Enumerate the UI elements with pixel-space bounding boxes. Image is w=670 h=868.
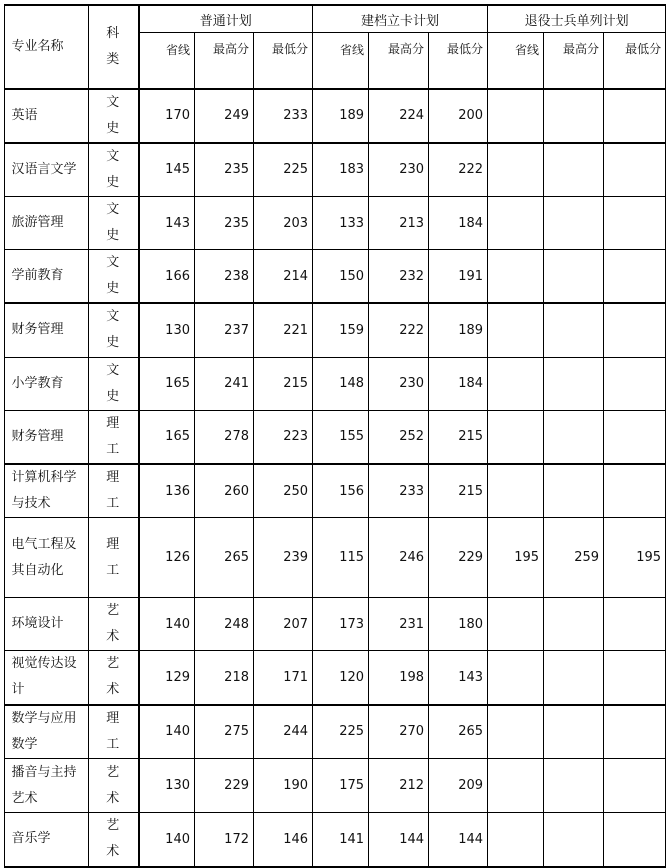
cell-score [488, 705, 544, 759]
cell-score: 232 [369, 250, 429, 304]
cell-score: 265 [195, 518, 254, 598]
header-sub: 最低分 [604, 33, 666, 89]
cell-score [544, 357, 604, 410]
cell-score: 133 [313, 197, 369, 250]
cell-score [604, 89, 666, 143]
cell-score: 184 [429, 357, 488, 410]
cell-score: 146 [254, 813, 313, 867]
header-category-label: 科类 [106, 25, 120, 67]
table-row [5, 759, 666, 813]
cell-category: 文史 [89, 197, 139, 250]
cell-major: 英语 [5, 89, 89, 143]
cell-score: 148 [313, 357, 369, 410]
table-row [5, 89, 666, 143]
header-sub: 省线 [488, 33, 544, 89]
cell-score [544, 813, 604, 867]
cell-score: 195 [604, 518, 666, 598]
cell-score [604, 759, 666, 813]
cell-score: 215 [254, 357, 313, 410]
cell-score: 249 [195, 89, 254, 143]
cell-major: 播音与主持艺术 [5, 759, 89, 813]
cell-score: 140 [139, 705, 195, 759]
cell-score: 218 [195, 651, 254, 705]
cell-score: 215 [429, 464, 488, 518]
cell-category: 理工 [89, 705, 139, 759]
cell-score [488, 303, 544, 357]
cell-score: 224 [369, 89, 429, 143]
cell-score [488, 143, 544, 197]
cell-score: 170 [139, 89, 195, 143]
cell-score: 230 [369, 357, 429, 410]
cell-score [544, 303, 604, 357]
cell-score: 173 [313, 598, 369, 651]
cell-score: 259 [544, 518, 604, 598]
cell-score: 172 [195, 813, 254, 867]
table-row [5, 197, 666, 250]
cell-score [544, 143, 604, 197]
cell-score [544, 250, 604, 304]
cell-score [604, 303, 666, 357]
cell-score: 150 [313, 250, 369, 304]
cell-score [604, 813, 666, 867]
cell-score: 130 [139, 303, 195, 357]
cell-score: 252 [369, 410, 429, 464]
cell-score [604, 143, 666, 197]
cell-score: 190 [254, 759, 313, 813]
cell-score: 250 [254, 464, 313, 518]
cell-score: 115 [313, 518, 369, 598]
cell-score: 248 [195, 598, 254, 651]
table-row [5, 303, 666, 357]
cell-score: 237 [195, 303, 254, 357]
table-row [5, 410, 666, 464]
cell-score: 129 [139, 651, 195, 705]
cell-score [604, 357, 666, 410]
cell-score: 241 [195, 357, 254, 410]
cell-score [488, 357, 544, 410]
cell-score: 195 [488, 518, 544, 598]
cell-score: 136 [139, 464, 195, 518]
cell-score: 159 [313, 303, 369, 357]
cell-category: 文史 [89, 143, 139, 197]
cell-score: 120 [313, 651, 369, 705]
cell-score [604, 651, 666, 705]
cell-score: 222 [369, 303, 429, 357]
cell-score [544, 705, 604, 759]
cell-category: 艺术 [89, 759, 139, 813]
cell-score: 209 [429, 759, 488, 813]
table-row [5, 464, 666, 518]
header-sub: 省线 [313, 33, 369, 89]
cell-score: 171 [254, 651, 313, 705]
cell-category: 文史 [89, 303, 139, 357]
cell-category: 理工 [89, 518, 139, 598]
cell-category: 艺术 [89, 598, 139, 651]
cell-score: 233 [369, 464, 429, 518]
cell-score: 225 [313, 705, 369, 759]
table-row [5, 518, 666, 598]
admission-score-table [4, 4, 666, 868]
cell-category: 文史 [89, 250, 139, 304]
cell-score: 230 [369, 143, 429, 197]
cell-score: 223 [254, 410, 313, 464]
cell-score: 143 [139, 197, 195, 250]
cell-category: 文史 [89, 89, 139, 143]
cell-score [544, 759, 604, 813]
header-major-label: 专业名称 [11, 38, 64, 54]
cell-major: 视觉传达设计 [5, 651, 89, 705]
cell-score: 200 [429, 89, 488, 143]
table-row [5, 813, 666, 867]
cell-score: 270 [369, 705, 429, 759]
cell-score [488, 410, 544, 464]
cell-score: 233 [254, 89, 313, 143]
cell-score: 175 [313, 759, 369, 813]
cell-score: 244 [254, 705, 313, 759]
cell-score [604, 250, 666, 304]
cell-score: 229 [429, 518, 488, 598]
cell-score [544, 197, 604, 250]
cell-score [488, 813, 544, 867]
cell-score: 189 [313, 89, 369, 143]
cell-score: 238 [195, 250, 254, 304]
cell-score: 212 [369, 759, 429, 813]
cell-score: 260 [195, 464, 254, 518]
cell-score [544, 410, 604, 464]
table-row [5, 250, 666, 304]
cell-score: 155 [313, 410, 369, 464]
cell-score [604, 705, 666, 759]
cell-score: 126 [139, 518, 195, 598]
cell-score: 141 [313, 813, 369, 867]
table-body [5, 5, 666, 867]
cell-major: 学前教育 [5, 250, 89, 304]
cell-major: 小学教育 [5, 357, 89, 410]
cell-score: 143 [429, 651, 488, 705]
header-sub: 最低分 [254, 33, 313, 89]
cell-score: 207 [254, 598, 313, 651]
header-sub: 最高分 [544, 33, 604, 89]
table-row [5, 357, 666, 410]
header-major [5, 5, 89, 89]
header-sub: 省线 [139, 33, 195, 89]
table-row [5, 143, 666, 197]
cell-score: 145 [139, 143, 195, 197]
cell-score: 184 [429, 197, 488, 250]
cell-score: 140 [139, 813, 195, 867]
cell-score [544, 651, 604, 705]
cell-major: 计算机科学与技术 [5, 464, 89, 518]
cell-score: 165 [139, 357, 195, 410]
cell-score: 278 [195, 410, 254, 464]
cell-score: 144 [429, 813, 488, 867]
header-sub: 最高分 [195, 33, 254, 89]
header-sub: 最低分 [429, 33, 488, 89]
cell-score: 198 [369, 651, 429, 705]
cell-score: 221 [254, 303, 313, 357]
cell-score [488, 197, 544, 250]
cell-score: 235 [195, 143, 254, 197]
cell-score: 189 [429, 303, 488, 357]
cell-score [488, 651, 544, 705]
cell-category: 理工 [89, 410, 139, 464]
header-group-veteran: 退役士兵单列计划 [488, 5, 666, 33]
cell-score [604, 598, 666, 651]
cell-score [488, 598, 544, 651]
header-group-regular: 普通计划 [139, 5, 313, 33]
cell-score [488, 464, 544, 518]
cell-major: 财务管理 [5, 303, 89, 357]
cell-score: 235 [195, 197, 254, 250]
cell-score: 265 [429, 705, 488, 759]
cell-score [604, 464, 666, 518]
cell-score: 225 [254, 143, 313, 197]
cell-score [544, 89, 604, 143]
cell-major: 汉语言文学 [5, 143, 89, 197]
cell-score: 222 [429, 143, 488, 197]
cell-score: 214 [254, 250, 313, 304]
cell-score: 231 [369, 598, 429, 651]
cell-score: 239 [254, 518, 313, 598]
cell-score: 144 [369, 813, 429, 867]
cell-score: 213 [369, 197, 429, 250]
cell-score: 183 [313, 143, 369, 197]
header-row-groups [5, 5, 666, 33]
cell-major: 数学与应用数学 [5, 705, 89, 759]
cell-category: 文史 [89, 357, 139, 410]
cell-score [544, 464, 604, 518]
cell-score: 215 [429, 410, 488, 464]
cell-score: 229 [195, 759, 254, 813]
cell-category: 理工 [89, 464, 139, 518]
cell-score: 165 [139, 410, 195, 464]
table-row [5, 651, 666, 705]
cell-major: 电气工程及其自动化 [5, 518, 89, 598]
cell-major: 旅游管理 [5, 197, 89, 250]
cell-major: 环境设计 [5, 598, 89, 651]
header-category [89, 5, 139, 89]
header-sub: 最高分 [369, 33, 429, 89]
cell-score: 140 [139, 598, 195, 651]
table-row [5, 598, 666, 651]
cell-score: 156 [313, 464, 369, 518]
cell-score: 180 [429, 598, 488, 651]
cell-score: 203 [254, 197, 313, 250]
cell-score [604, 197, 666, 250]
cell-score: 166 [139, 250, 195, 304]
cell-score [544, 598, 604, 651]
table-row [5, 705, 666, 759]
cell-score [488, 759, 544, 813]
cell-category: 艺术 [89, 651, 139, 705]
cell-major: 音乐学 [5, 813, 89, 867]
cell-score: 275 [195, 705, 254, 759]
cell-score: 191 [429, 250, 488, 304]
header-group-poverty: 建档立卡计划 [313, 5, 488, 33]
cell-score [488, 250, 544, 304]
cell-score: 246 [369, 518, 429, 598]
cell-score: 130 [139, 759, 195, 813]
cell-category: 艺术 [89, 813, 139, 867]
cell-score [488, 89, 544, 143]
cell-major: 财务管理 [5, 410, 89, 464]
cell-score [604, 410, 666, 464]
